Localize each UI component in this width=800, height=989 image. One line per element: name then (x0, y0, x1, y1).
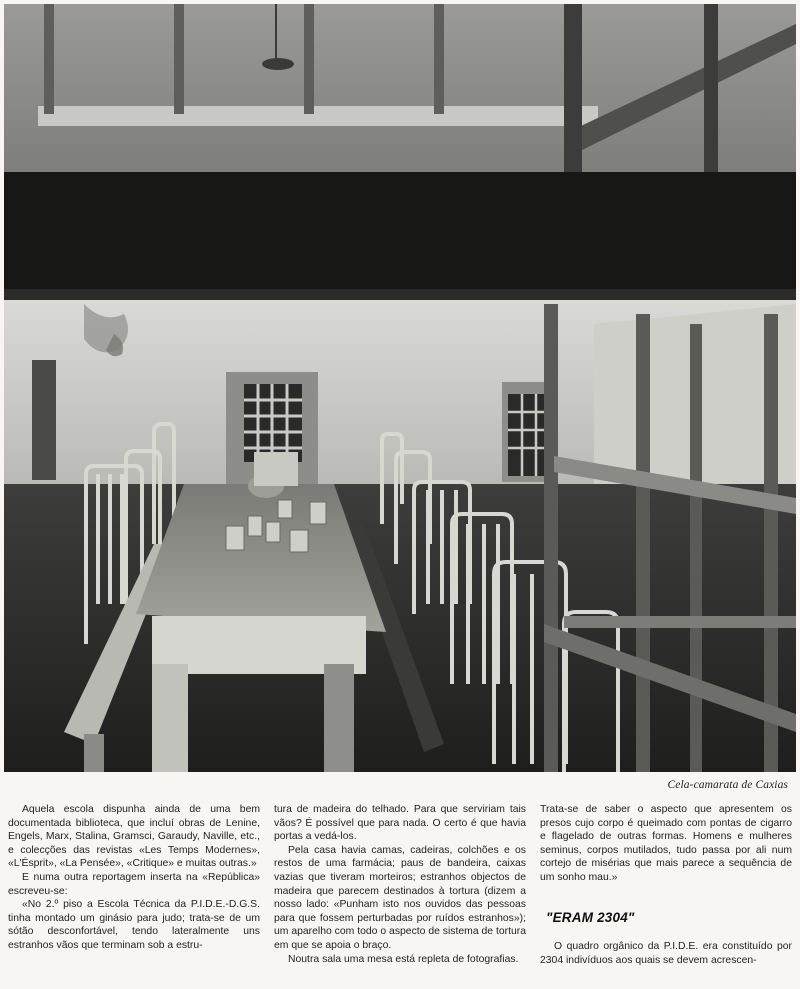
paragraph: Trata-se de saber o aspecto que apresentem os presos cujo corpo é queimado com pontas de cigarro e flagelado de outras formas. Homens e mulheres seminus, corpos mutilados, tudo passa por ali num cortejo de misérias que mais parece a sequência de um sonho mau.» (540, 804, 792, 883)
paragraph: tura de madeira do telhado. Para que serviriam tais vãos? É possível que para nada. O certo é que havia portas a vedá-los. (274, 804, 526, 843)
paragraph: «No 2.º piso a Escola Técnica da P.I.D.E.-D.G.S. tinha montado um ginásio para judo; trata-se de um sótão desconfortável, tendo lateralmente uns estranhos vãos que terminam sob a estru- (8, 899, 260, 951)
paragraph: Noutra sala uma mesa está repleta de fotografias. (288, 953, 519, 965)
text-column-3 (540, 803, 792, 967)
paragraph: Pela casa havia camas, cadeiras, colchões e os restos de uma farmácia; paus de bandeira, caixas vazias que tiveram morteiros; estranhos objectos de madeira que parecem destinados à tortura (dizem a nosso lado: «Punham isto nos ouvidos das pessoas para que fossem perturbadas por ruídos estranhos»); um aparelho com todo o aspecto de sistema de tortura em que se apoia o braço. (274, 844, 526, 951)
photo-prison-dormitory (4, 4, 796, 772)
text-column-1 (8, 803, 260, 953)
photo-caption: Cela-camarata de Caxias (667, 779, 788, 791)
section-heading: "ERAM 2304" (546, 909, 635, 925)
paragraph: Aquela escola dispunha ainda de uma bem documentada biblioteca, que incluí obras de Lenine, Engels, Marx, Stalina, Gramsci, Garaudy, Naville, etc., e colecções das revistas «Les Temps Modernes», «L'Ésprit», «La Pensée», «Critique» e muitas outras.» (8, 804, 260, 870)
text-column-2 (274, 803, 526, 966)
paragraph: O quadro orgânico da P.I.D.E. era constituído por 2304 indivíduos aos quais se devem acrescen- (540, 941, 792, 966)
paragraph: E numa outra reportagem inserta na «República» escreveu-se: (8, 871, 260, 897)
